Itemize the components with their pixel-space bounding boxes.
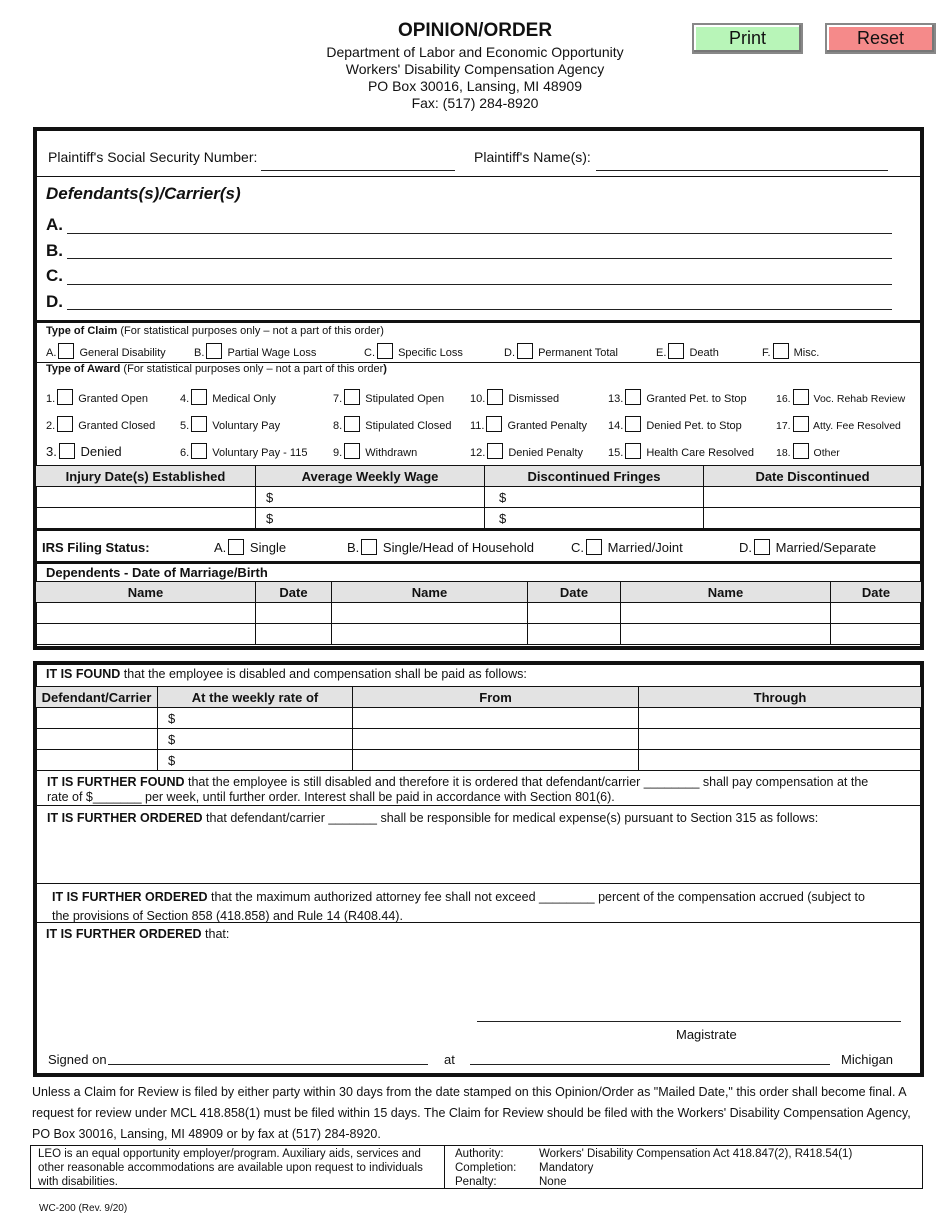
irs-single-checkbox[interactable]: [228, 539, 244, 555]
wage-cell[interactable]: $: [256, 487, 485, 508]
award-option: 14. Denied Pet. to Stop: [608, 416, 742, 432]
irs-option-d: D. Married/Separate: [739, 540, 877, 555]
date-discontinued-cell[interactable]: [704, 487, 922, 508]
defendant-c-label: C.: [46, 266, 63, 285]
injury-date-cell[interactable]: [36, 508, 256, 529]
award-checkbox[interactable]: [793, 416, 809, 432]
award-option: 16. Voc. Rehab Review: [776, 389, 905, 405]
comp-cell[interactable]: [36, 750, 158, 771]
award-checkbox[interactable]: [793, 443, 809, 459]
dependents-title: Dependents - Date of Marriage/Birth: [46, 565, 268, 580]
comp-cell[interactable]: $: [158, 708, 353, 729]
claim-type-label: Type of Claim (For statistical purposes only – not a part of this order): [46, 325, 384, 337]
signed-on-label: Signed on: [48, 1052, 107, 1067]
claim-checkbox[interactable]: [206, 343, 222, 359]
claim-option: D. Permanent Total: [504, 343, 618, 359]
claim-option: E. Death: [656, 343, 719, 359]
award-type-options: [46, 389, 921, 464]
award-checkbox[interactable]: [625, 443, 641, 459]
comp-cell[interactable]: [639, 750, 922, 771]
claim-checkbox[interactable]: [668, 343, 684, 359]
award-checkbox[interactable]: [793, 389, 809, 405]
col-discontinued-fringes: Discontinued Fringes: [485, 466, 704, 487]
defendant-c-field[interactable]: [67, 284, 892, 285]
col-injury-date: Injury Date(s) Established: [36, 466, 256, 487]
defendant-b-field[interactable]: [67, 258, 892, 259]
dependent-cell[interactable]: [332, 624, 528, 645]
defendant-d-label: D.: [46, 292, 63, 311]
award-option: 5. Voluntary Pay: [180, 416, 280, 432]
magistrate-signature-line[interactable]: [477, 1021, 901, 1022]
award-type-label: Type of Award (For statistical purposes only – not a part of this order): [46, 363, 387, 375]
divider: [35, 528, 922, 531]
col-weekly-rate: At the weekly rate of: [158, 687, 353, 708]
award-checkbox[interactable]: [191, 416, 207, 432]
claim-checkbox[interactable]: [58, 343, 74, 359]
award-checkbox[interactable]: [344, 389, 360, 405]
signed-location-field[interactable]: [470, 1064, 830, 1065]
irs-married-separate-checkbox[interactable]: [754, 539, 770, 555]
divider: [35, 805, 922, 806]
award-option: 7. Stipulated Open: [333, 389, 444, 405]
award-option: 1. Granted Open: [46, 389, 148, 405]
reset-button[interactable]: Reset: [825, 23, 936, 54]
agency-address: [0, 44, 950, 112]
dependent-cell[interactable]: [36, 603, 256, 624]
agency-line: Workers' Disability Compensation Agency: [345, 61, 605, 77]
michigan-label: Michigan: [841, 1052, 894, 1067]
dept-line: Department of Labor and Economic Opportunity: [326, 44, 624, 60]
table-row: [36, 603, 922, 624]
award-checkbox[interactable]: [625, 416, 641, 432]
fax-line: Fax: (517) 284-8920: [411, 95, 539, 111]
dependent-cell[interactable]: [831, 603, 922, 624]
claim-checkbox[interactable]: [773, 343, 789, 359]
date-discontinued-cell[interactable]: [704, 508, 922, 529]
comp-cell[interactable]: [353, 729, 639, 750]
divider: [35, 922, 922, 923]
print-button[interactable]: Print: [692, 23, 803, 54]
injury-date-cell[interactable]: [36, 487, 256, 508]
award-option: 12. Denied Penalty: [470, 443, 583, 459]
page-title: OPINION/ORDER: [397, 20, 553, 41]
award-option: 17. Atty. Fee Resolved: [776, 416, 901, 432]
dependent-cell[interactable]: [256, 624, 332, 645]
authority-block: Authority: Workers' Disability Compensation Act 418.847(2), R418.54(1) Completion: Mandatory Penalty: None: [455, 1148, 853, 1188]
col-through: Through: [639, 687, 922, 708]
award-checkbox[interactable]: [625, 389, 641, 405]
claim-checkbox[interactable]: [517, 343, 533, 359]
award-checkbox[interactable]: [57, 389, 73, 405]
ordered-fee-text: IT IS FURTHER ORDERED that the maximum authorized attorney fee shall not exceed ________ percent of the compensation accrued (subject to the provisions of Section 858 (418.858) and Rule 14 (R408.44).: [52, 890, 865, 923]
comp-cell[interactable]: $: [158, 729, 353, 750]
form-id: WC-200 (Rev. 9/20): [39, 1203, 128, 1214]
irs-option-a: A. Single: [214, 540, 287, 555]
col-date-discontinued: Date Discontinued: [704, 466, 922, 487]
signed-date-field[interactable]: [108, 1064, 428, 1065]
col-defendant: Defendant/Carrier: [36, 687, 158, 708]
table-row: [36, 508, 922, 529]
col-date: Date: [831, 582, 922, 603]
award-option: 2. Granted Closed: [46, 416, 155, 432]
col-name: Name: [621, 582, 831, 603]
table-row: [36, 708, 922, 729]
defendants-title: Defendants(s)/Carrier(s): [46, 184, 241, 203]
irs-label: IRS Filing Status:: [42, 540, 150, 555]
award-checkbox[interactable]: [486, 416, 502, 432]
dependent-cell[interactable]: [621, 624, 831, 645]
dependent-cell[interactable]: [831, 624, 922, 645]
dependent-cell[interactable]: [36, 624, 256, 645]
claim-type-options: [46, 343, 916, 361]
claim-option: A. General Disability: [46, 343, 166, 359]
found-text: IT IS FOUND that the employee is disabled and compensation shall be paid as follows:: [46, 667, 527, 681]
magistrate-label: Magistrate: [676, 1027, 737, 1042]
award-checkbox[interactable]: [487, 389, 503, 405]
award-option: 15. Health Care Resolved: [608, 443, 754, 459]
plaintiff-name-field[interactable]: [596, 170, 888, 171]
award-option: 3. Denied: [46, 444, 122, 459]
divider: [444, 1145, 445, 1189]
col-name: Name: [332, 582, 528, 603]
compensation-table: [35, 686, 922, 771]
col-date: Date: [256, 582, 332, 603]
defendant-a-label: A.: [46, 215, 63, 234]
comp-cell[interactable]: $: [158, 750, 353, 771]
col-avg-weekly-wage: Average Weekly Wage: [256, 466, 485, 487]
award-checkbox[interactable]: [487, 443, 503, 459]
ordered-that-text: IT IS FURTHER ORDERED that:: [46, 927, 230, 941]
dependent-cell[interactable]: [528, 624, 621, 645]
dependent-cell[interactable]: [528, 603, 621, 624]
award-checkbox[interactable]: [344, 443, 360, 459]
irs-married-joint-checkbox[interactable]: [586, 539, 602, 555]
at-label: at: [444, 1052, 455, 1067]
ordered-medical-text: IT IS FURTHER ORDERED that defendant/carrier _______ shall be responsible for medical expense(s) pursuant to Section 315 as follows:: [47, 811, 819, 825]
col-from: From: [353, 687, 639, 708]
ssn-label: Plaintiff's Social Security Number:: [48, 149, 258, 165]
irs-option-b: B. Single/Head of Household: [347, 540, 534, 555]
divider: [35, 883, 922, 884]
divider: [35, 561, 922, 564]
comp-cell[interactable]: [353, 750, 639, 771]
claim-option: B. Partial Wage Loss: [194, 343, 316, 359]
comp-cell[interactable]: [36, 729, 158, 750]
defendant-d-field[interactable]: [67, 309, 892, 310]
dependent-cell[interactable]: [332, 603, 528, 624]
award-option: 4. Medical Only: [180, 389, 276, 405]
col-name: Name: [36, 582, 256, 603]
plaintiff-name-label: Plaintiff's Name(s):: [474, 149, 591, 165]
irs-single-hoh-checkbox[interactable]: [361, 539, 377, 555]
claim-option: F. Misc.: [762, 343, 819, 359]
comp-cell[interactable]: [36, 708, 158, 729]
divider: [35, 320, 922, 323]
award-option: 6. Voluntary Pay - 115: [180, 443, 307, 459]
claim-option: C. Specific Loss: [364, 343, 463, 359]
injury-table: [35, 465, 922, 529]
comp-cell[interactable]: [353, 708, 639, 729]
table-row: [36, 729, 922, 750]
col-date: Date: [528, 582, 621, 603]
table-row: [36, 487, 922, 508]
award-checkbox[interactable]: [59, 443, 75, 459]
table-row: [36, 624, 922, 645]
award-checkbox[interactable]: [57, 416, 73, 432]
award-option: 18. Other: [776, 443, 840, 459]
review-notice: Unless a Claim for Review is filed by either party within 30 days from the date stamped on this Opinion/Order as "Mailed Date," this order shall become final. A request for review under MCL 418.858(1) must be filed within 15 days. The Claim for Review should be filed with the Workers' Disability Compensation Agency, PO Box 30016, Lansing, MI 48909 or by fax at (517) 284-8920.: [32, 1085, 911, 1141]
defendant-b-label: B.: [46, 241, 63, 260]
award-option: 9. Withdrawn: [333, 443, 417, 459]
fringes-cell[interactable]: $: [485, 487, 704, 508]
award-checkbox[interactable]: [344, 416, 360, 432]
ssn-field[interactable]: [261, 170, 455, 171]
award-option: 10. Dismissed: [470, 389, 559, 405]
dependent-cell[interactable]: [621, 603, 831, 624]
eeo-statement: LEO is an equal opportunity employer/program. Auxiliary aids, services and other reasonable accommodations are available upon request to individuals with disabilities.: [38, 1148, 423, 1188]
award-checkbox[interactable]: [191, 389, 207, 405]
fringes-cell[interactable]: $: [485, 508, 704, 529]
comp-cell[interactable]: [639, 708, 922, 729]
award-checkbox[interactable]: [191, 443, 207, 459]
comp-cell[interactable]: [639, 729, 922, 750]
dependents-table: [35, 581, 922, 645]
award-option: 13. Granted Pet. to Stop: [608, 389, 747, 405]
po-box-line: PO Box 30016, Lansing, MI 48909: [367, 78, 583, 94]
irs-option-c: C. Married/Joint: [571, 540, 683, 555]
award-option: 11. Granted Penalty: [470, 416, 587, 432]
divider: [35, 176, 922, 177]
wage-cell[interactable]: $: [256, 508, 485, 529]
further-found-text: IT IS FURTHER FOUND that the employee is still disabled and therefore it is ordered that defendant/carrier ________ shall pay compensation at the rate of $_______ per week, until further order. Interest shall be paid in accordance with Section 801(6).: [47, 775, 869, 804]
claim-checkbox[interactable]: [377, 343, 393, 359]
table-row: [36, 750, 922, 771]
defendant-a-field[interactable]: [67, 233, 892, 234]
dependent-cell[interactable]: [256, 603, 332, 624]
award-option: 8. Stipulated Closed: [333, 416, 451, 432]
